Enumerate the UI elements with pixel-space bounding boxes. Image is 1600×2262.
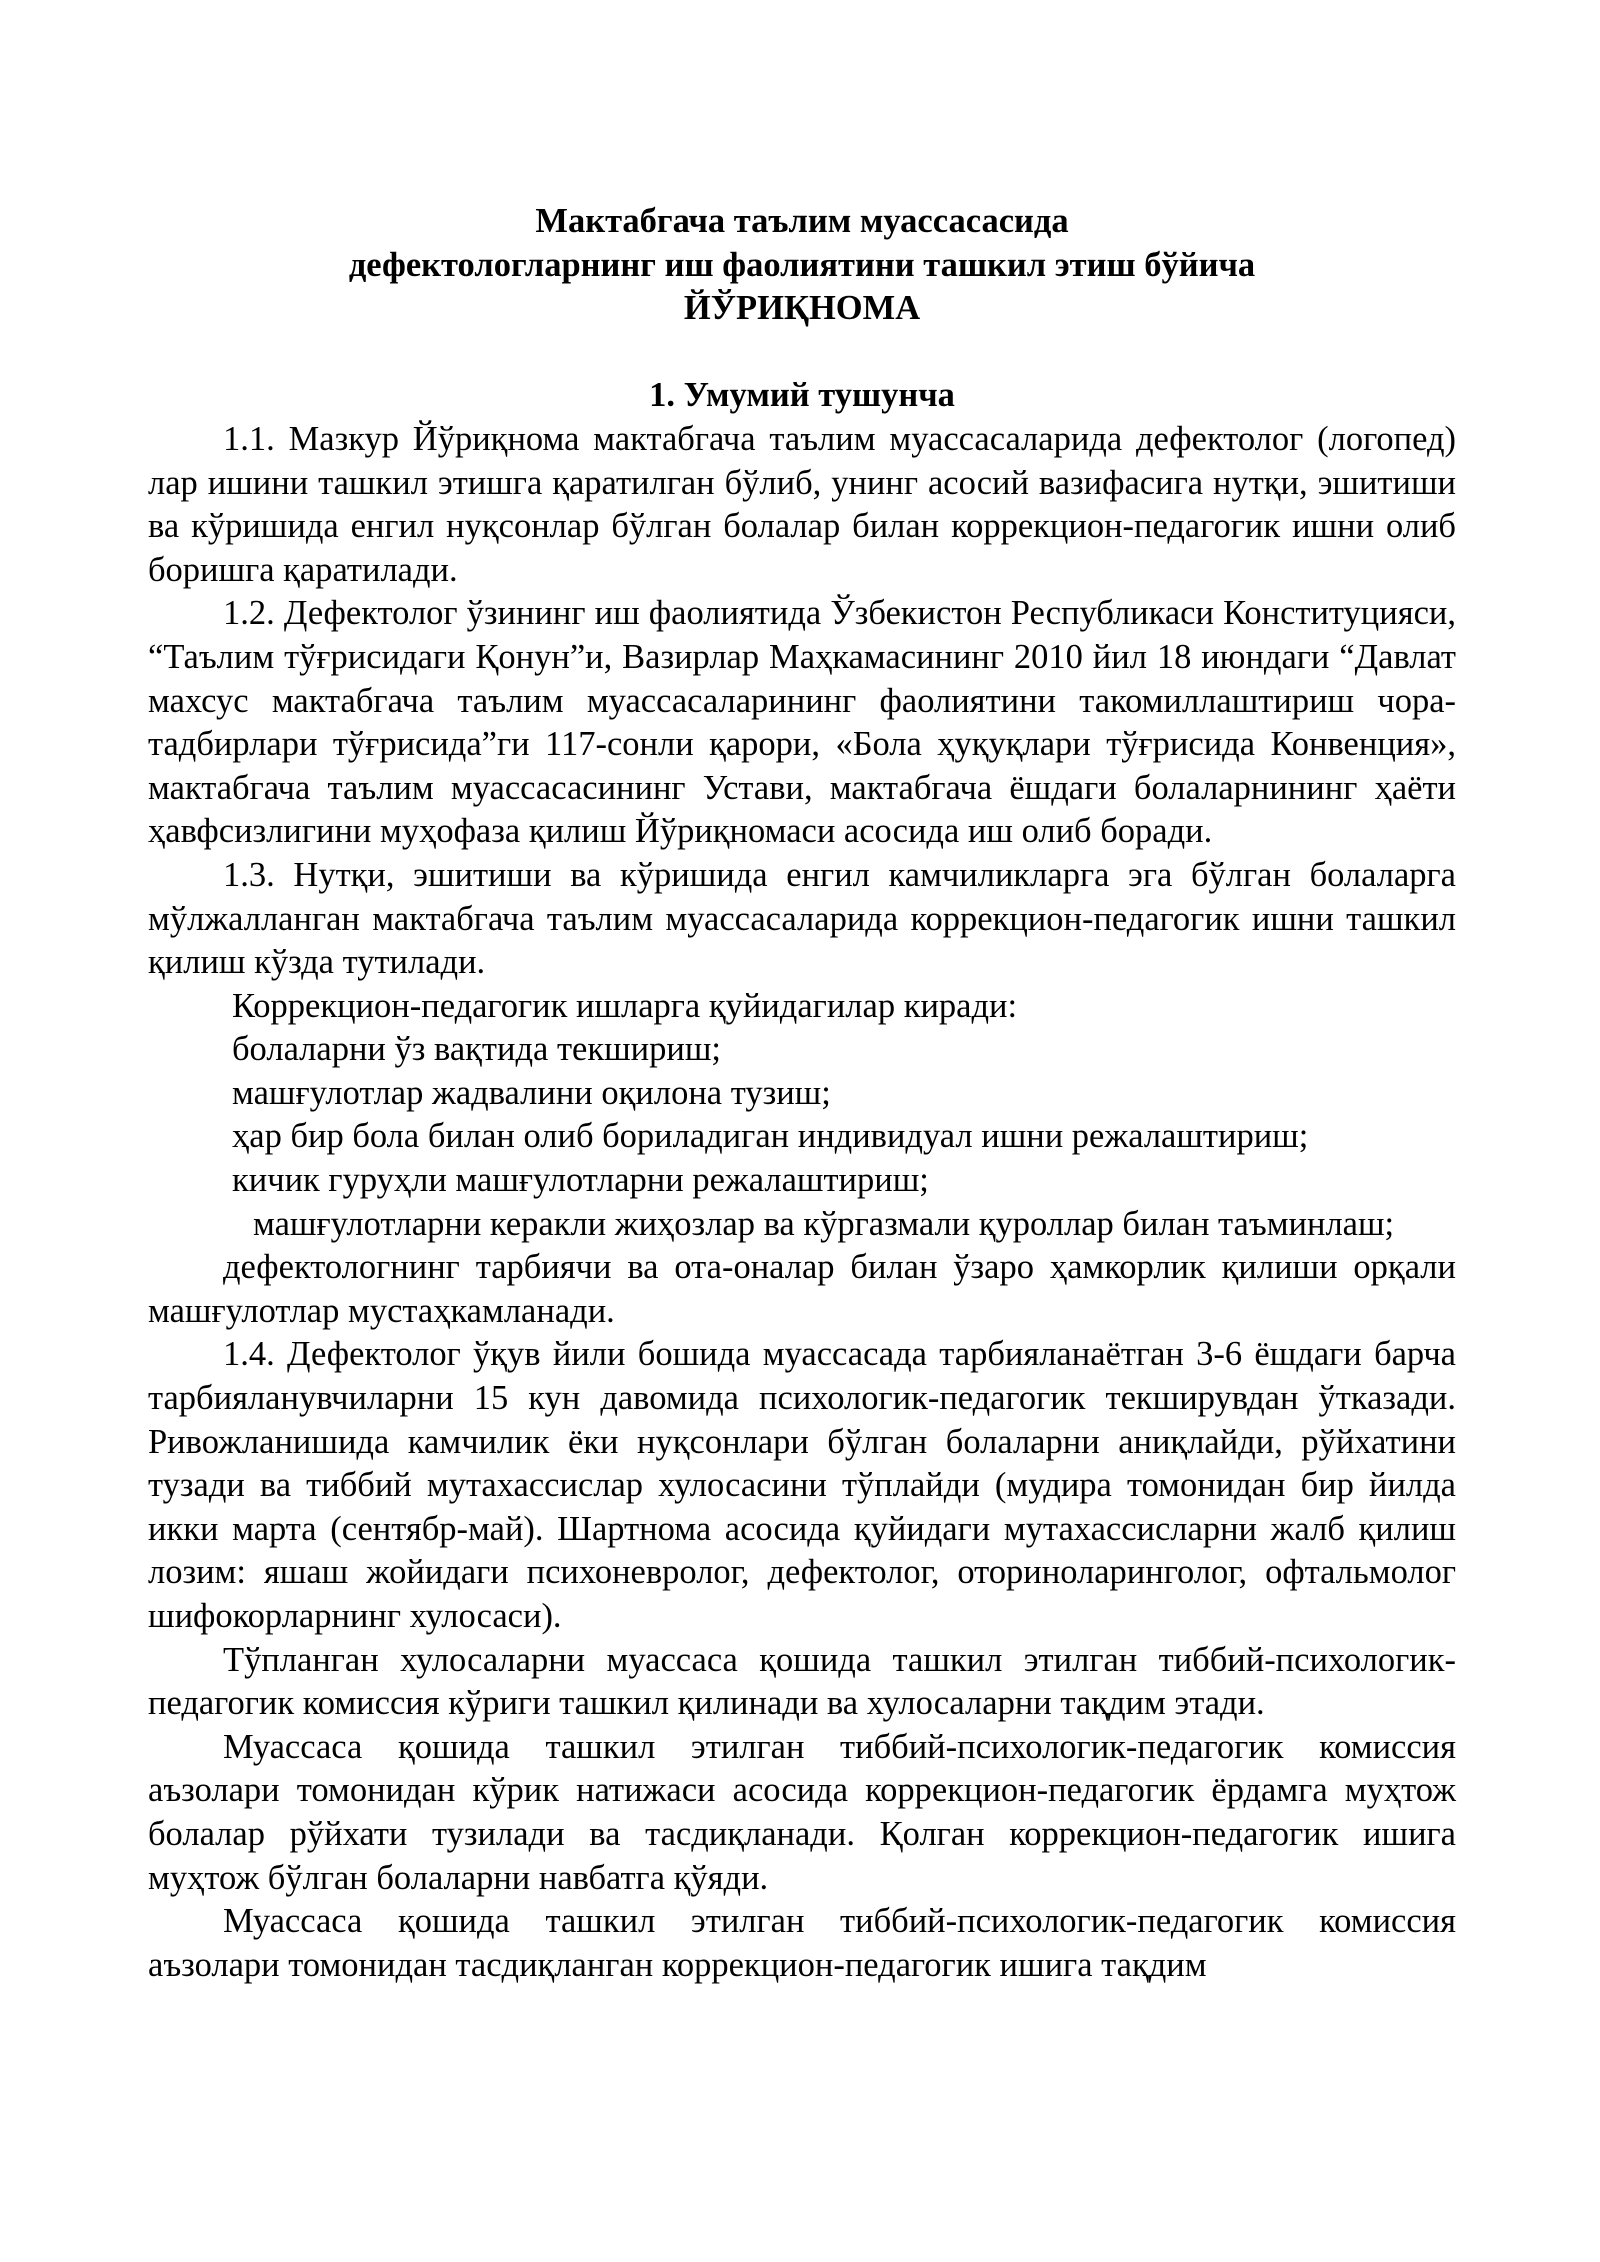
paragraph-1-4: 1.4. Дефектолог ўқув йили бошида муассасада тарбияланаётган 3-6 ёшдаги барча тарбияланувчиларни 15 кун давомида психологик-педагогик текширувдан ўтказади. Ривожланишида камчилик ёки нуқсонлари бўлган болаларни аниқлайди, рўйхатини тузади ва тиббий мутахассислар хулосасини тўплайди (мудира томонидан бир йилда икки марта (сентябр-май). Шартнома асосида қуйидаги мутахассисларни жалб қилиш лозим: яшаш жойидаги психоневролог, дефектолог, оториноларинголог, офтальмолог шифокорларнинг хулосаси). — [148, 1335, 1456, 1635]
paragraph-collected: Тўпланган хулосаларни муассаса қошида ташкил этилган тиббий-психологик-педагогик комиссия кўриги ташкил қилинади ва хулосаларни тақдим этади. — [148, 1640, 1456, 1723]
paragraph-commission-1: Муассаса қошида ташкил этилган тиббий-психологик-педагогик комиссия аъзолари томонидан кўрик натижаси асосида коррекцион-педагогик ёрдамга муҳтож болалар рўйхати тузилади ва тасдиқланади. Қолган коррекцион-педагогик ишига муҳтож бўлган болаларни навбатга қўяди. — [148, 1727, 1456, 1897]
list-item: машғулотларни керакли жиҳозлар ва кўргазмали қуроллар билан таъминлаш; — [253, 1204, 1395, 1243]
list-closing: дефектологнинг тарбиячи ва ота-оналар билан ўзаро ҳамкорлик қилиши орқали машғулотлар мустаҳкамланади. — [148, 1248, 1456, 1330]
document-title — [148, 200, 1456, 331]
title-line-3: ЙЎРИҚНОМА — [683, 289, 921, 328]
title-line-1: Мактабгача таълим муассасасида — [535, 202, 1069, 240]
paragraph-commission-2: Муассаса қошида ташкил этилган тиббий-психологик-педагогик комиссия аъзолари томонидан тасдиқланган коррекцион-педагогик ишига тақдим — [148, 1902, 1456, 1984]
paragraph-1-2: 1.2. Дефектолог ўзининг иш фаолиятида Ўзбекистон Республикаси Конституцияси, “Таълим тўғрисидаги Қонун”и, Вазирлар Маҳкамасининг 2010 йил 18 июндаги “Давлат махсус мактабгача таълим муассасаларининг фаолиятини такомиллаштириш чора-тадбирлари тўғрисида”ги 117-сонли қарори, «Бола ҳуқуқлари тўғрисида Конвенция», мактабгача таълим муассасасининг Устави, мактабгача ёшдаги болаларнининг ҳаёти ҳавфсизлигини муҳофаза қилиш Йўриқномаси асосида иш олиб боради. — [148, 594, 1456, 851]
list-item: машғулотлар жадвалини оқилона тузиш; — [232, 1073, 831, 1112]
list-item: кичик гуруҳли машғулотларни режалаштириш; — [232, 1161, 929, 1200]
paragraph-1-3: 1.3. Нутқи, эшитиши ва кўришида енгил камчиликларга эга бўлган болаларга мўлжалланган мактабгача таълим муассасаларида коррекцион-педагогик ишни ташкил қилиш кўзда тутилади. — [148, 855, 1456, 982]
title-line-2: дефектологларнинг иш фаолиятини ташкил этиш бўйича — [348, 245, 1256, 284]
document-page — [148, 200, 1456, 1987]
paragraph-1-1: 1.1. Мазкур Йўриқнома мактабгача таълим муассасаларида дефектолог (логопед) лар ишини ташкил этишга қаратилган бўлиб, унинг асосий вазифасига нутқи, эшитиши ва кўришида енгил нуқсонлар бўлган болалар билан коррекцион-педагогик ишни олиб боришга қаратилади. — [148, 419, 1456, 589]
list-item: болаларни ўз вақтида текшириш; — [232, 1030, 721, 1069]
list-item: ҳар бир бола билан олиб бориладиган индивидуал ишни режалаштириш; — [232, 1117, 1309, 1156]
section-heading: 1. Умумий тушунча — [649, 376, 955, 415]
list-intro: Коррекцион-педагогик ишларга қуйидагилар киради: — [232, 986, 1018, 1025]
